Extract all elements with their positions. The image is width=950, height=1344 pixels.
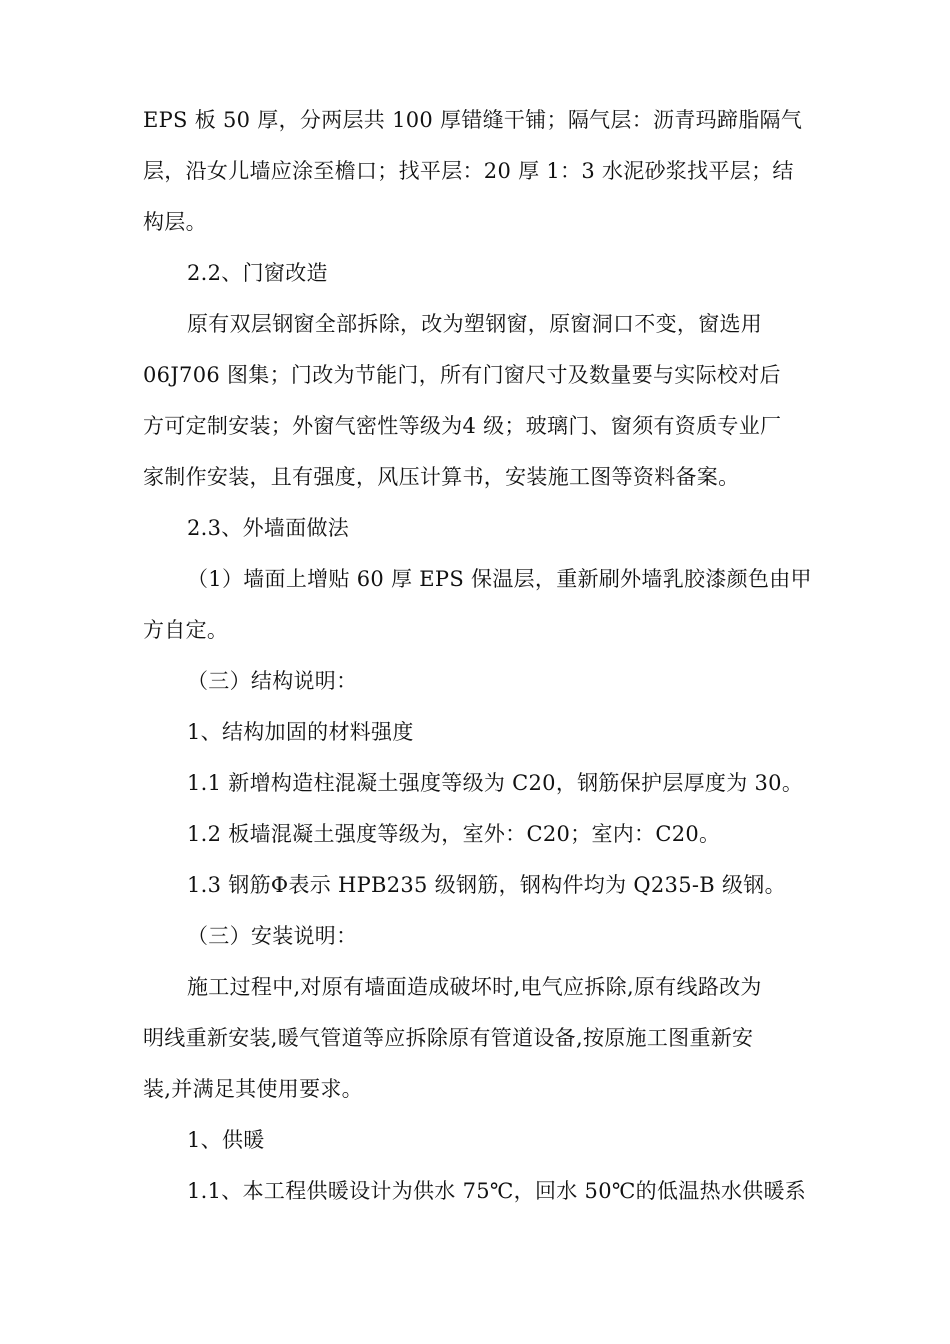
section-heading: 1、供暖 [187, 1128, 265, 1152]
section-heading: （三）结构说明： [187, 669, 358, 693]
paragraph-line: 06J706 图集；门改为节能门，所有门窗尺寸及数量要与实际校对后 [143, 363, 781, 387]
paragraph-line: （1）墙面上增贴 60 厚 EPS 保温层，重新刷外墙乳胶漆颜色由甲 [187, 567, 812, 591]
paragraph-line: 方自定。 [143, 618, 229, 642]
paragraph-line: 明线重新安装,暖气管道等应拆除原有管道设备,按原施工图重新安 [143, 1026, 754, 1050]
paragraph-line: 原有双层钢窗全部拆除，改为塑钢窗，原窗洞口不变，窗选用 [187, 312, 763, 336]
paragraph-line: 构层。 [143, 210, 207, 234]
paragraph-line: 1.1、本工程供暖设计为供水 75℃，回水 50℃的低温热水供暖系 [187, 1179, 807, 1203]
section-heading: 2.2、门窗改造 [187, 261, 328, 285]
section-heading: 1、结构加固的材料强度 [187, 720, 414, 744]
paragraph-line: 1.2 板墙混凝土强度等级为，室外：C20；室内：C20。 [187, 822, 721, 846]
section-heading: （三）安装说明： [187, 924, 358, 948]
paragraph-line: 家制作安装，且有强度，风压计算书，安装施工图等资料备案。 [143, 465, 740, 489]
paragraph-line: 1.3 钢筋Φ表示 HPB235 级钢筋，钢构件均为 Q235-B 级钢。 [187, 873, 786, 897]
paragraph-line: 方可定制安装；外窗气密性等级为4 级；玻璃门、窗须有资质专业厂 [143, 414, 782, 438]
paragraph-line: 1.1 新增构造柱混凝土强度等级为 C20，钢筋保护层厚度为 30。 [187, 771, 804, 795]
paragraph-line: 层，沿女儿墙应涂至檐口；找平层：20 厚 1：3 水泥砂浆找平层；结 [143, 159, 794, 183]
paragraph-line: EPS 板 50 厚，分两层共 100 厚错缝干铺；隔气层：沥青玛蹄脂隔气 [143, 108, 803, 132]
section-heading: 2.3、外墙面做法 [187, 516, 350, 540]
paragraph-line: 施工过程中,对原有墙面造成破坏时,电气应拆除,原有线路改为 [187, 975, 762, 999]
paragraph-line: 装,并满足其使用要求。 [143, 1077, 363, 1101]
